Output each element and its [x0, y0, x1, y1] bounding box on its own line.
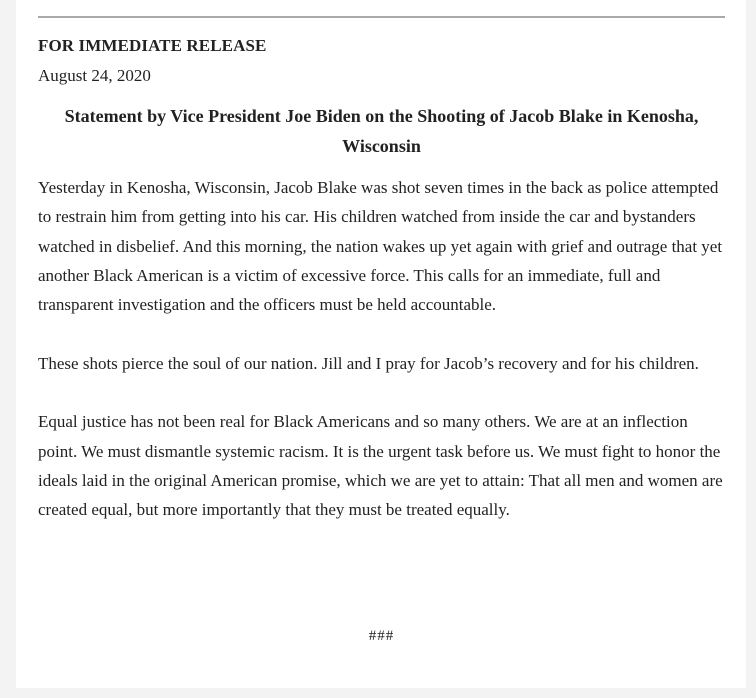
statement-body: [38, 173, 728, 554]
top-divider: [38, 16, 725, 18]
statement-paragraph: Equal justice has not been real for Black Americans and so many others. We are at an inflection point. We must dismantle systemic racism. It is the urgent task before us. We must fight to honor the ideals laid in the original American promise, which we are yet to attain: That all men and women are created equal, but more importantly that they must be treated equally.: [38, 412, 723, 520]
end-mark: ###: [368, 628, 395, 644]
press-release-card: [16, 0, 746, 688]
statement-paragraph: Yesterday in Kenosha, Wisconsin, Jacob Blake was shot seven times in the back as police attempted to restrain him from getting into his car. His children watched from inside the car and bystanders watched in disbelief. And this morning, the nation wakes up yet again with grief and outrage that yet another Black American is a victim of excessive force. This calls for an immediate, full and transparent investigation and the officers must be held accountable.: [38, 178, 723, 315]
release-label: FOR IMMEDIATE RELEASE: [38, 36, 267, 55]
statement-paragraph: These shots pierce the soul of our nation. Jill and I pray for Jacob’s recovery and for his children.: [38, 353, 699, 373]
release-date: August 24, 2020: [38, 66, 151, 85]
statement-title: Statement by Vice President Joe Biden on the Shooting of Jacob Blake in Kenosha, Wisconsin: [64, 106, 699, 156]
